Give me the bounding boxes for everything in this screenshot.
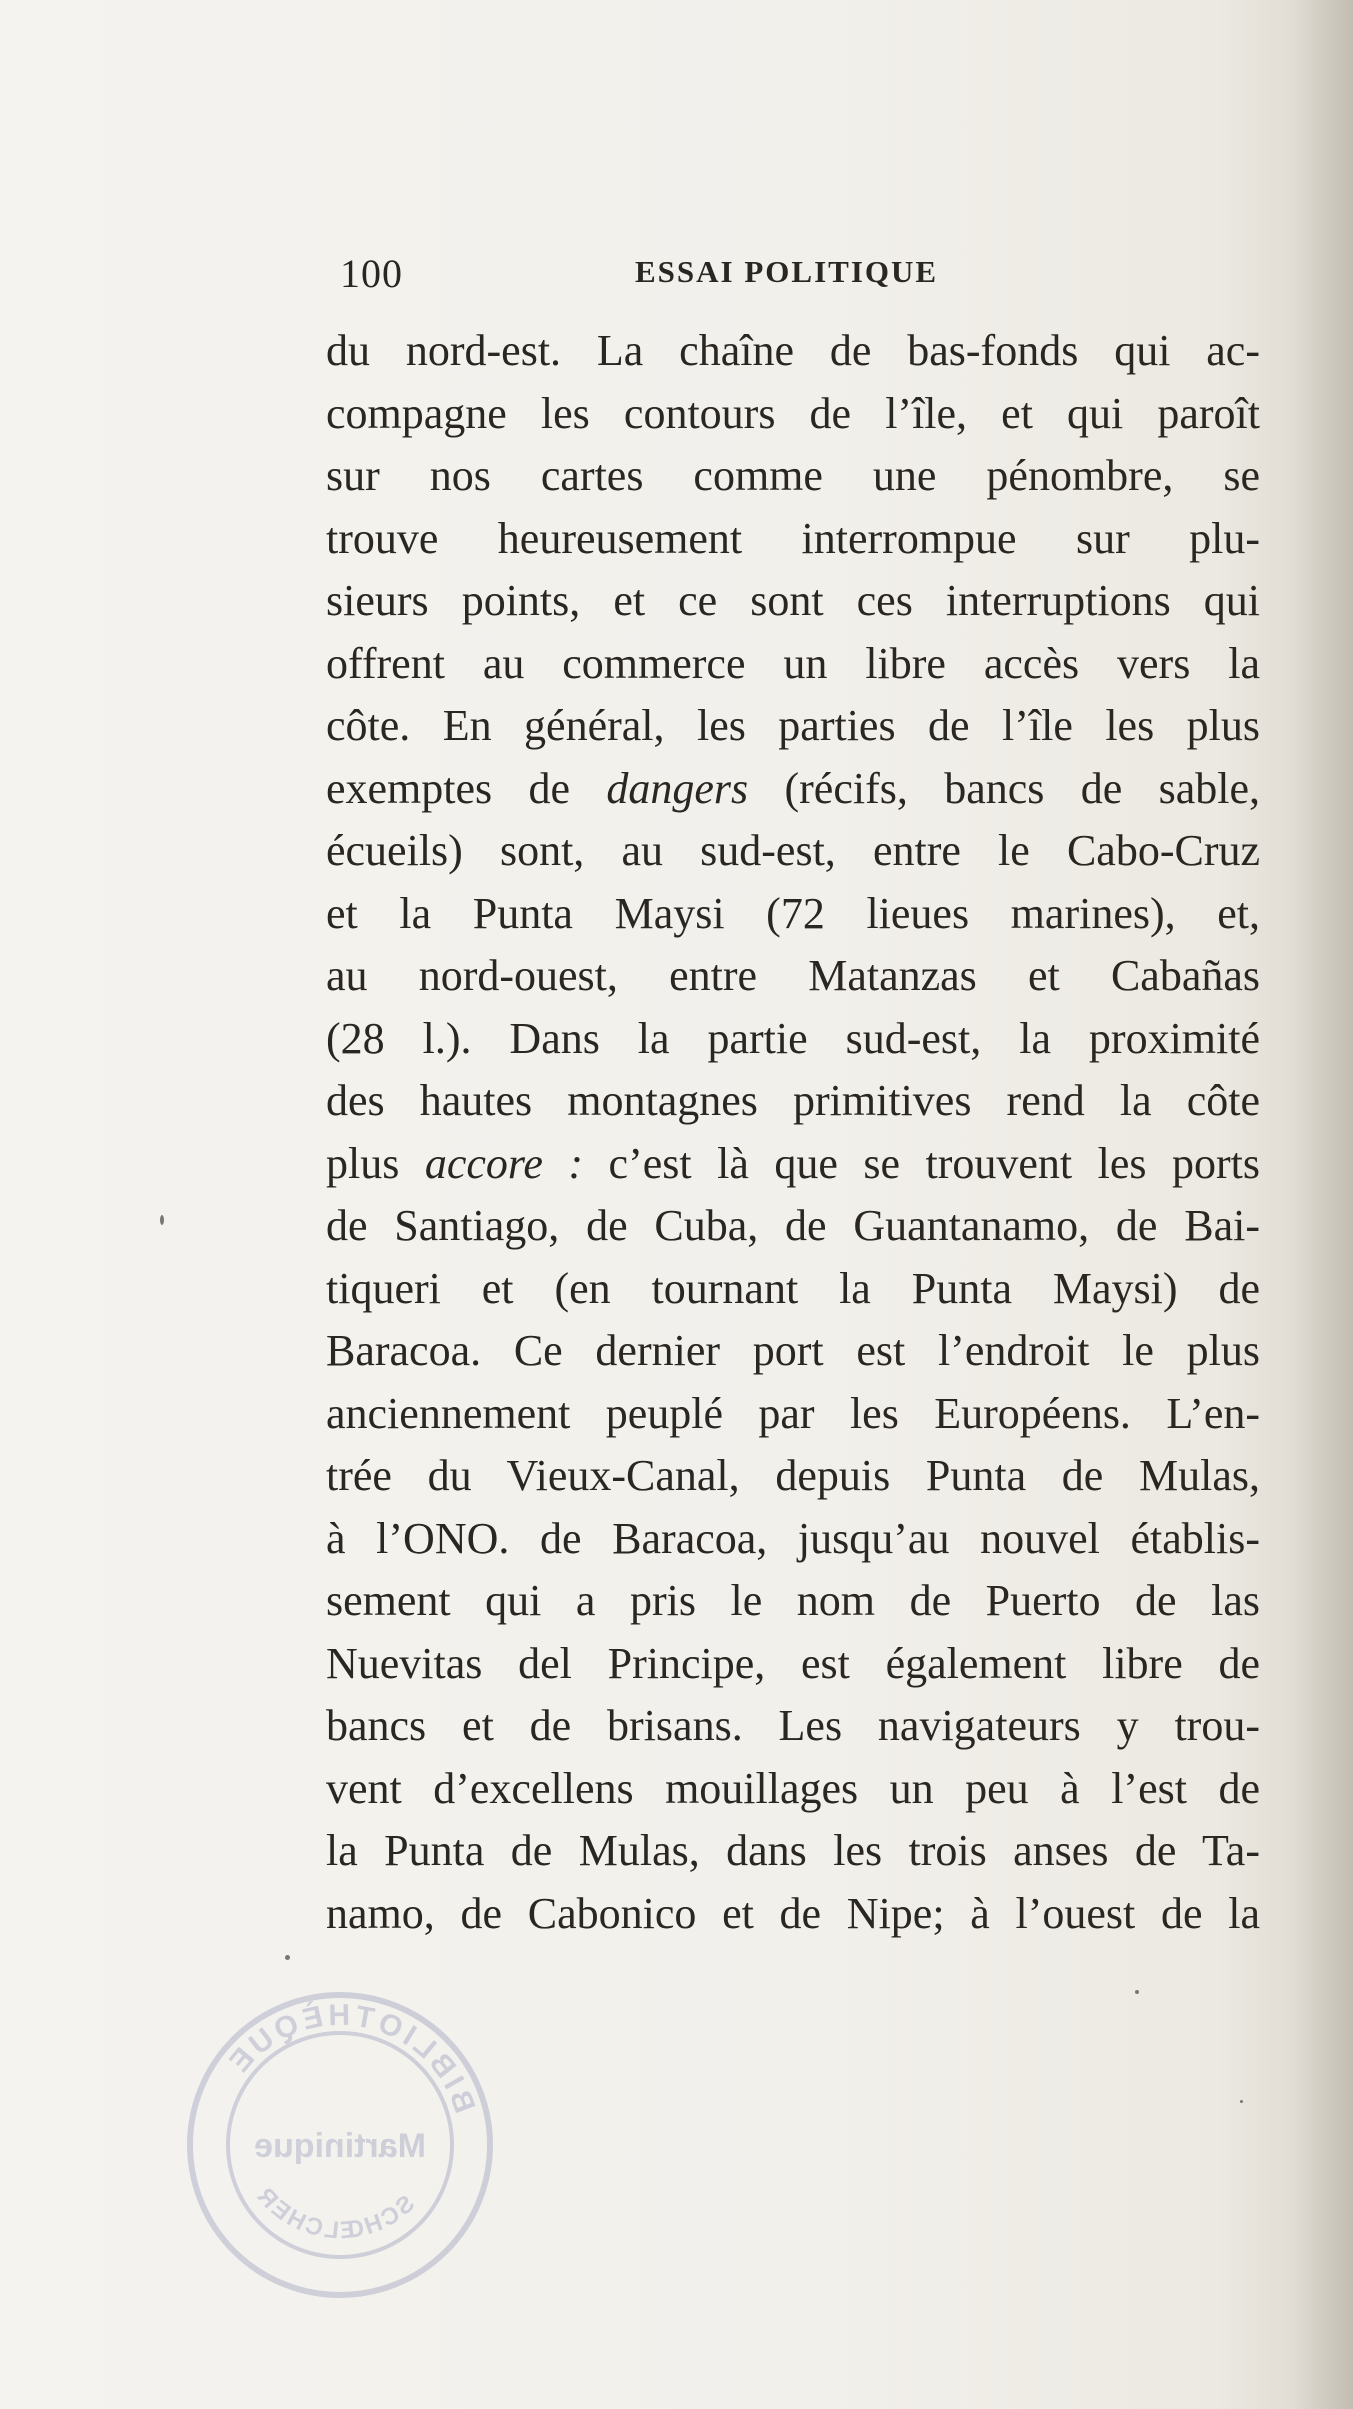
page-number: 100 (340, 251, 403, 296)
text-line: du nord-est. La chaîne de bas-fonds qui ac- (326, 326, 1260, 375)
text-line: exemptes de dangers (récifs, bancs de sable, (326, 763, 1260, 813)
text-line: bancs et de brisans. Les navigateurs y trou- (326, 1701, 1260, 1750)
text-line: sieurs points, et ce sont ces interruptions qui (326, 576, 1260, 625)
running-header (330, 250, 1260, 300)
svg-text:BIBLIOTHÈQUE: BIBLIOTHÈQUE (220, 1998, 482, 2118)
paper-speck (285, 1955, 290, 1960)
text-line: la Punta de Mulas, dans les trois anses de Ta- (326, 1826, 1260, 1875)
body-text (326, 320, 1260, 1945)
text-line: plus accore : c’est là que se trouvent les ports (326, 1138, 1260, 1188)
text-line: tiqueri et (en tournant la Punta Maysi) de (326, 1263, 1260, 1313)
text-line: compagne les contours de l’île, et qui paroît (326, 388, 1260, 438)
svg-text:SCHŒLCHER: SCHŒLCHER (249, 2180, 421, 2245)
text-line: sur nos cartes comme une pénombre, se (326, 451, 1260, 500)
text-line: namo, de Cabonico et de Nipe; à l’ouest de la (326, 1888, 1260, 1938)
text-line: trée du Vieux-Canal, depuis Punta de Mulas, (326, 1451, 1260, 1500)
paper-speck (1240, 2100, 1243, 2103)
text-line: et la Punta Maysi (72 lieues marines), et, (326, 888, 1260, 938)
svg-text:Martinique: Martinique (254, 2127, 426, 2165)
text-line: côte. En général, les parties de l’île les plus (326, 701, 1260, 750)
text-line: sement qui a pris le nom de Puerto de las (326, 1576, 1260, 1625)
running-title: ESSAI POLITIQUE (635, 254, 939, 289)
text-line: Nuevitas del Principe, est également libre de (326, 1638, 1260, 1688)
text-line: (28 l.). Dans la partie sud-est, la proximité (326, 1013, 1260, 1063)
page-edge-shadow (1293, 0, 1353, 2409)
text-line: anciennement peuplé par les Européens. L’en- (326, 1388, 1260, 1438)
text-line: des hautes montagnes primitives rend la côte (326, 1076, 1260, 1125)
library-stamp (180, 1985, 500, 2305)
text-line: offrent au commerce un libre accès vers la (326, 638, 1260, 688)
text-line: trouve heureusement interrompue sur plu- (326, 513, 1260, 563)
text-line: écueils) sont, au sud-est, entre le Cabo-Cruz (326, 826, 1260, 875)
text-line: vent d’excellens mouillages un peu à l’est de (326, 1763, 1260, 1813)
text-line: à l’ONO. de Baracoa, jusqu’au nouvel établis- (326, 1513, 1260, 1563)
text-line: Baracoa. Ce dernier port est l’endroit le plus (326, 1326, 1260, 1375)
text-line: de Santiago, de Cuba, de Guantanamo, de Bai- (326, 1201, 1260, 1250)
paper-speck (1135, 1990, 1139, 1994)
text-line: au nord-ouest, entre Matanzas et Cabañas (326, 951, 1260, 1000)
paper-speck (160, 1215, 164, 1225)
